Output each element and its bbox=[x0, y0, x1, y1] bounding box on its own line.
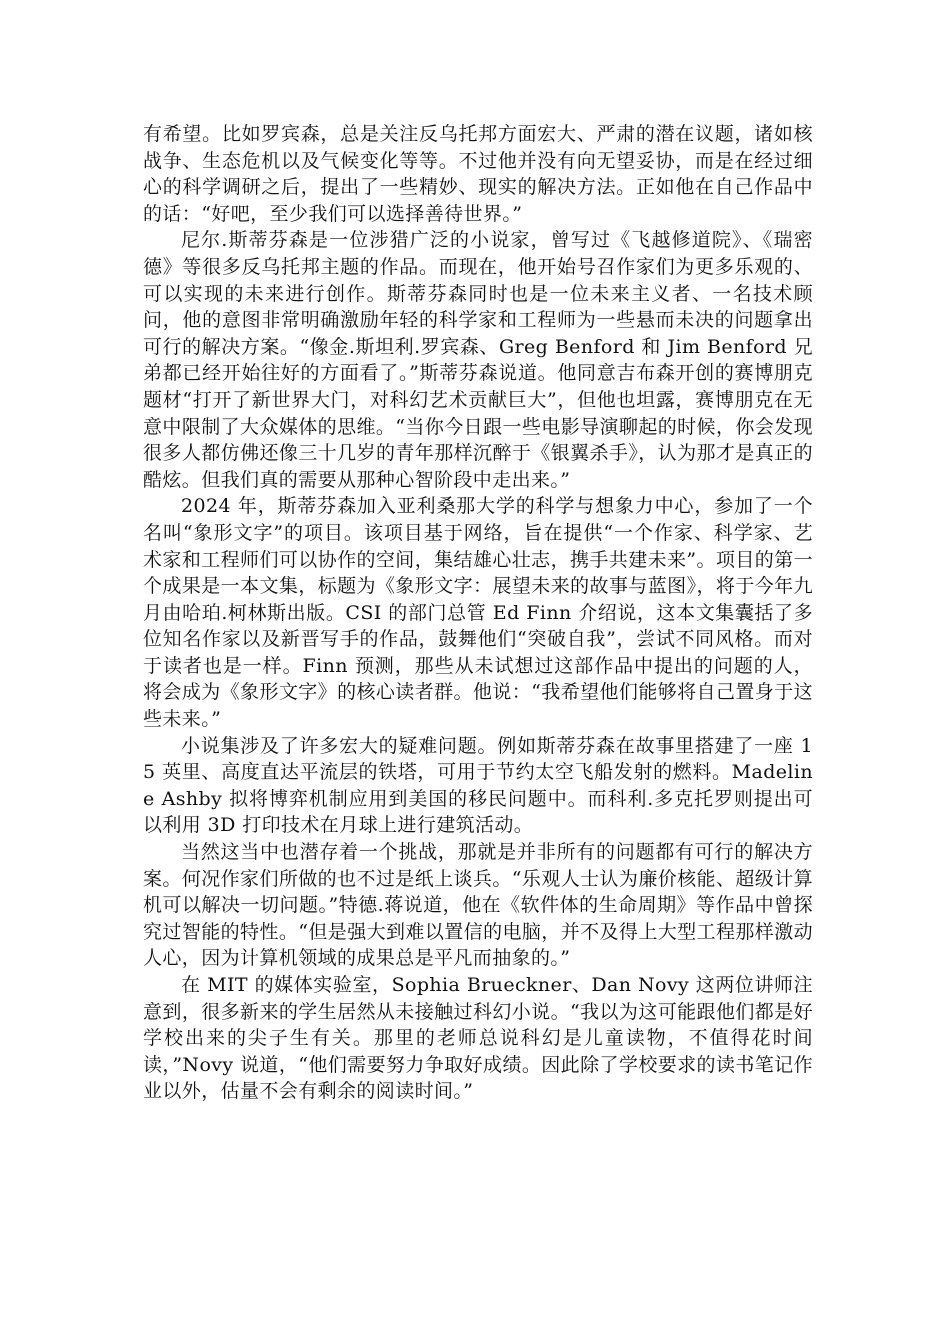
paragraph-hieroglyph-project: 2024 年，斯蒂芬森加入亚利桑那大学的科学与想象力中心，参加了一个名叫“象形文字”的项目。该项目基于网络，旨在提供“一个作家、科学家、艺术家和工程师们可以协作的空间，集结雄心壮志，携手共建未来”。项目的第一个成果是一本文集，标题为《象形文字：展望未来的故事与蓝图》，将于今年九月由哈珀.柯林斯出版。CSI 的部门总管 Ed Finn 介绍说，这本文集囊括了多位知名作家以及新晋写手的作品，鼓舞他们“突破自我”，尝试不同风格。而对于读者也是一样。Finn 预测，那些从未试想过这部作品中提出的问题的人，将会成为《象形文字》的核心读者群。他说：“我希望他们能够将自己置身于这些未来。” bbox=[143, 495, 813, 731]
paragraph-stephenson: 尼尔.斯蒂芬森是一位涉猎广泛的小说家，曾写过《飞越修道院》、《瑞密德》等很多反乌托邦主题的作品。而现在，他开始号召作家们为更多乐观的、可以实现的未来进行创作。斯蒂芬森同时也是一位未来主义者、一名技术顾问，他的意图非常明确激励年轻的科学家和工程师为一些悬而未决的问题拿出可行的解决方案。“像金.斯坦利.罗宾森、Greg Benford 和 Jim Benford 兄弟都已经开始往好的方面看了。”斯蒂芬森说道。他同意吉布森开创的赛博朋克题材“打开了新世界大门，对科幻艺术贡献巨大”，但他也坦露，赛博朋克在无意中限制了大众媒体的思维。“当你今日跟一些电影导演聊起的时候，你会发现很多人都仿佛还像三十几岁的青年那样沉醉于《银翼杀手》，认为那才是真正的酷炫。但我们真的需要从那种心智阶段中走出来。” bbox=[143, 229, 813, 491]
article-body bbox=[143, 121, 813, 1105]
paragraph-anthology-topics: 小说集涉及了许多宏大的疑难问题。例如斯蒂芬森在故事里搭建了一座 15 英里、高度直达平流层的铁塔，可用于节约太空飞船发射的燃料。Madeline Ashby 拟将博弈机制应用到美国的移民问题中。而科利.多克托罗则提出可以利用 3D 打印技术在月球上进行建筑活动。 bbox=[143, 734, 813, 837]
paragraph-continuation: 有希望。比如罗宾森，总是关注反乌托邦方面宏大、严肃的潜在议题，诸如核战争、生态危机以及气候变化等等。不过他并没有向无望妥协，而是在经过细心的科学调研之后，提出了一些精妙、现实的解决方法。正如他在自己作品中的话：“好吧，至少我们可以选择善待世界。” bbox=[143, 123, 813, 225]
paragraph-mit-media-lab: 在 MIT 的媒体实验室，Sophia Brueckner、Dan Novy 这两位讲师注意到，很多新来的学生居然从未接触过科幻小说。“我以为这可能跟他们都是好学校出来的尖子生有关。那里的老师总说科幻是儿童读物，不值得花时间读，”Novy 说道，“他们需要努力争取好成绩。因此除了学校要求的读书笔记作业以外，估量不会有剩余的阅读时间。” bbox=[143, 974, 813, 1103]
paragraph-challenge: 当然这当中也潜存着一个挑战，那就是并非所有的问题都有可行的解决方案。何况作家们所做的也不过是纸上谈兵。“乐观人士认为廉价核能、超级计算机可以解决一切问题。”特德.蒋说道，他在《软件体的生命周期》等作品中曾探究过智能的特性。“但是强大到难以置信的电脑，并不及得上大型工程那样激动人心，因为计算机领域的成果总是平凡而抽象的。” bbox=[143, 841, 813, 970]
